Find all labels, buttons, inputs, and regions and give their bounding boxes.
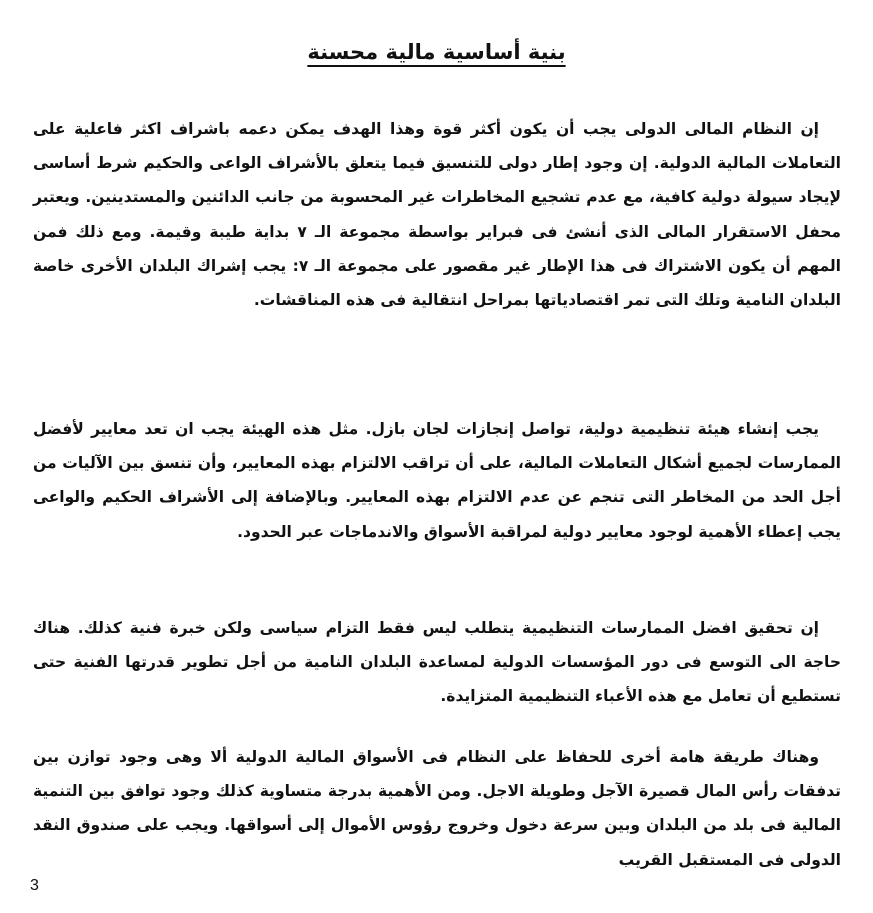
paragraph-3-text: إن تحقيق افضل الممارسات التنظيمية يتطلب ليس فقط التزام سياسى ولكن خبرة فنية كذلك. هناك حاجة الى التوسع فى دور المؤسسات الدولية لمساعدة البلدان النامية من أجل تطوير قدرتها الفنية حتى تستطيع أن تعامل مع هذه الأعباء التنظيمية المتزايدة. xyxy=(33,619,841,706)
paragraph-4-text: وهناك طريقة هامة أخرى للحفاظ على النظام فى الأسواق المالية الدولية ألا وهى وجود توازن بين تدفقات رأس المال قصيرة الآجل وطويلة الاجل. ومن الأهمية بدرجة متساوية كذلك وجود توافق بين التنمية المالية فى بلد من البلدان وبين سرعة دخول وخروج رؤوس الأموال إلى أسواقها. ويجب على صندوق النقد الدولى فى المستقبل القريب xyxy=(33,748,841,869)
page-number: 3 xyxy=(30,877,39,894)
paragraph-3 xyxy=(33,611,841,714)
document-title: بنية أساسية مالية محسنة xyxy=(307,40,566,64)
paragraph-1-text: إن النظام المالى الدولى يجب أن يكون أكثر قوة وهذا الهدف يمكن دعمه باشراف اكثر فاعلية على التعاملات المالية الدولية. إن وجود إطار دولى للتنسيق فيما يتعلق بالأشراف الواعى والحكيم شرط أساسى لإيجاد سيولة دولية كافية، مع عدم تشجيع المخاطرات غير المحسوبة من جانب الدائنين والمستدينين. ويعتبر محفل الاستقرار المالى الذى أنشئ فى فبراير بواسطة مجموعة الـ ٧ بداية طيبة وقيمة. ومع ذلك فمن المهم أن يكون الاشتراك فى هذا الإطار غير مقصور على مجموعة الـ ٧: يجب إشراك البلدان الأخرى خاصة البلدان النامية وتلك التى تمر اقتصادياتها بمراحل انتقالية فى هذه المناقشات. xyxy=(33,120,841,310)
paragraph-1 xyxy=(33,112,841,317)
paragraph-4 xyxy=(33,740,841,877)
paragraph-2-text: يجب إنشاء هيئة تنظيمية دولية، تواصل إنجازات لجان بازل. مثل هذه الهيئة يجب ان تعد معايير لأفضل الممارسات لجميع أشكال التعاملات المالية، على أن تراقب الالتزام بهذه المعايير، وأن تنسق بين الآليات من أجل الحد من المخاطر التى تنجم عن عدم الالتزام بهذه المعايير. وبالإضافة إلى الأشراف الحكيم والواعى يجب إعطاء الأهمية لوجود معايير دولية لمراقبة الأسواق والاندماجات عبر الحدود. xyxy=(33,420,841,541)
paragraph-2 xyxy=(33,412,841,549)
